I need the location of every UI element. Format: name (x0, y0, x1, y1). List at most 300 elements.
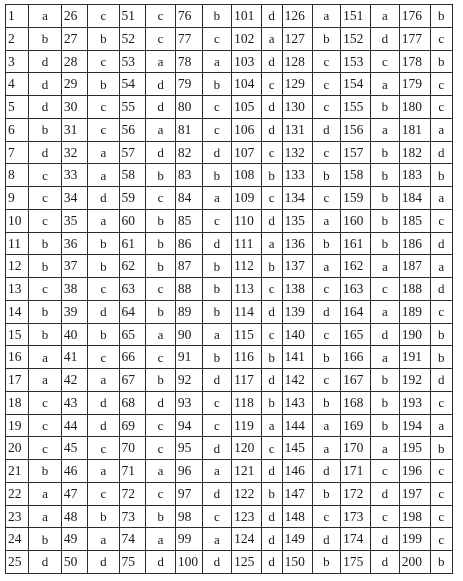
question-number-cell: 123 (232, 505, 262, 528)
question-number-cell: 32 (61, 141, 87, 164)
question-number-cell: 11 (6, 232, 29, 255)
question-number-cell: 74 (119, 528, 146, 551)
answer-cell: a (88, 164, 119, 187)
answer-cell: d (312, 528, 341, 551)
question-number-cell: 97 (175, 482, 202, 505)
answer-cell: b (202, 346, 232, 369)
question-number-cell: 173 (341, 505, 371, 528)
answer-cell: c (146, 278, 176, 301)
answer-cell: b (88, 232, 119, 255)
answer-cell: a (312, 5, 341, 28)
question-number-cell: 139 (282, 300, 312, 323)
answer-cell: c (146, 27, 176, 50)
question-number-cell: 67 (119, 369, 146, 392)
question-number-cell: 102 (232, 27, 262, 50)
question-number-cell: 115 (232, 323, 262, 346)
answer-cell: b (430, 323, 452, 346)
answer-cell: b (146, 232, 176, 255)
answer-cell: a (202, 50, 232, 73)
question-number-cell: 128 (282, 50, 312, 73)
answer-cell: d (29, 50, 62, 73)
question-number-cell: 81 (175, 118, 202, 141)
question-number-cell: 2 (6, 27, 29, 50)
question-number-cell: 187 (399, 255, 430, 278)
answer-cell: c (371, 460, 400, 483)
answer-cell: b (261, 391, 282, 414)
answer-cell: d (29, 96, 62, 119)
answer-cell: d (261, 5, 282, 28)
question-number-cell: 89 (175, 300, 202, 323)
question-number-cell: 134 (282, 187, 312, 210)
table-row (6, 414, 453, 437)
question-number-cell: 164 (341, 300, 371, 323)
question-number-cell: 191 (399, 346, 430, 369)
question-number-cell: 10 (6, 209, 29, 232)
question-number-cell: 165 (341, 323, 371, 346)
question-number-cell: 113 (232, 278, 262, 301)
question-number-cell: 189 (399, 300, 430, 323)
answer-cell: a (430, 255, 452, 278)
answer-cell: d (146, 551, 176, 574)
answer-cell: c (430, 27, 452, 50)
answer-cell: a (88, 528, 119, 551)
answer-cell: b (312, 482, 341, 505)
question-number-cell: 148 (282, 505, 312, 528)
answer-cell: b (29, 118, 62, 141)
answer-cell: d (29, 551, 62, 574)
question-number-cell: 197 (399, 482, 430, 505)
question-number-cell: 179 (399, 73, 430, 96)
table-row (6, 300, 453, 323)
table-row (6, 164, 453, 187)
answer-cell: c (88, 50, 119, 73)
question-number-cell: 48 (61, 505, 87, 528)
question-number-cell: 200 (399, 551, 430, 574)
answer-cell: d (371, 528, 400, 551)
question-number-cell: 176 (399, 5, 430, 28)
answer-cell: b (430, 437, 452, 460)
answer-cell: d (202, 551, 232, 574)
question-number-cell: 19 (6, 414, 29, 437)
question-number-cell: 55 (119, 96, 146, 119)
answer-cell: c (29, 391, 62, 414)
table-row (6, 209, 453, 232)
question-number-cell: 50 (61, 551, 87, 574)
question-number-cell: 125 (232, 551, 262, 574)
answer-cell: b (88, 73, 119, 96)
answer-cell: b (371, 96, 400, 119)
answer-cell: c (261, 278, 282, 301)
answer-cell: b (312, 232, 341, 255)
answer-cell: a (261, 232, 282, 255)
answer-cell: d (146, 141, 176, 164)
question-number-cell: 178 (399, 50, 430, 73)
answer-cell: c (202, 27, 232, 50)
answer-cell: d (261, 460, 282, 483)
answer-cell: c (202, 209, 232, 232)
answer-cell: c (202, 391, 232, 414)
answer-cell: d (261, 369, 282, 392)
answer-cell: a (146, 460, 176, 483)
answer-cell: c (371, 505, 400, 528)
answer-cell: b (29, 323, 62, 346)
answer-cell: c (146, 414, 176, 437)
question-number-cell: 84 (175, 187, 202, 210)
question-number-cell: 109 (232, 187, 262, 210)
question-number-cell: 14 (6, 300, 29, 323)
question-number-cell: 31 (61, 118, 87, 141)
question-number-cell: 135 (282, 209, 312, 232)
answer-cell: b (202, 300, 232, 323)
answer-cell: c (146, 5, 176, 28)
question-number-cell: 114 (232, 300, 262, 323)
answer-cell: c (312, 73, 341, 96)
answer-cell: b (430, 50, 452, 73)
table-row (6, 27, 453, 50)
answer-cell: c (261, 437, 282, 460)
question-number-cell: 5 (6, 96, 29, 119)
question-number-cell: 196 (399, 460, 430, 483)
answer-cell: c (88, 278, 119, 301)
answer-cell: d (430, 141, 452, 164)
answer-cell: b (312, 27, 341, 50)
answer-cell: d (261, 209, 282, 232)
question-number-cell: 193 (399, 391, 430, 414)
answer-cell: b (312, 346, 341, 369)
question-number-cell: 180 (399, 96, 430, 119)
question-number-cell: 120 (232, 437, 262, 460)
question-number-cell: 161 (341, 232, 371, 255)
answer-cell: c (88, 482, 119, 505)
question-number-cell: 96 (175, 460, 202, 483)
answer-cell: c (371, 50, 400, 73)
answer-cell: c (430, 482, 452, 505)
question-number-cell: 159 (341, 187, 371, 210)
answer-cell: c (88, 346, 119, 369)
question-number-cell: 177 (399, 27, 430, 50)
question-number-cell: 30 (61, 96, 87, 119)
answer-cell: a (371, 5, 400, 28)
table-row (6, 346, 453, 369)
answer-cell: b (88, 255, 119, 278)
answer-cell: d (261, 50, 282, 73)
answer-cell: c (202, 414, 232, 437)
question-number-cell: 154 (341, 73, 371, 96)
answer-cell: b (371, 209, 400, 232)
answer-cell: d (371, 551, 400, 574)
answer-cell: c (29, 187, 62, 210)
question-number-cell: 190 (399, 323, 430, 346)
answer-cell: c (88, 437, 119, 460)
question-number-cell: 26 (61, 5, 87, 28)
question-number-cell: 38 (61, 278, 87, 301)
question-number-cell: 152 (341, 27, 371, 50)
answer-cell: d (371, 482, 400, 505)
question-number-cell: 22 (6, 482, 29, 505)
answer-key-table (5, 4, 453, 574)
question-number-cell: 79 (175, 73, 202, 96)
question-number-cell: 39 (61, 300, 87, 323)
question-number-cell: 6 (6, 118, 29, 141)
question-number-cell: 70 (119, 437, 146, 460)
answer-cell: a (202, 460, 232, 483)
answer-cell: c (312, 278, 341, 301)
answer-cell: b (202, 5, 232, 28)
question-number-cell: 75 (119, 551, 146, 574)
table-row (6, 118, 453, 141)
answer-cell: c (146, 346, 176, 369)
answer-cell: c (430, 73, 452, 96)
answer-cell: c (202, 118, 232, 141)
answer-cell: b (430, 5, 452, 28)
table-row (6, 255, 453, 278)
answer-cell: b (146, 369, 176, 392)
answer-cell: a (146, 323, 176, 346)
answer-cell: c (371, 278, 400, 301)
question-number-cell: 51 (119, 5, 146, 28)
table-row (6, 323, 453, 346)
question-number-cell: 170 (341, 437, 371, 460)
question-number-cell: 58 (119, 164, 146, 187)
answer-cell: d (312, 118, 341, 141)
question-number-cell: 59 (119, 187, 146, 210)
question-number-cell: 65 (119, 323, 146, 346)
question-number-cell: 41 (61, 346, 87, 369)
answer-cell: d (88, 187, 119, 210)
question-number-cell: 143 (282, 391, 312, 414)
answer-cell: d (29, 141, 62, 164)
answer-cell: b (29, 232, 62, 255)
question-number-cell: 86 (175, 232, 202, 255)
table-row (6, 278, 453, 301)
question-number-cell: 108 (232, 164, 262, 187)
question-number-cell: 18 (6, 391, 29, 414)
question-number-cell: 149 (282, 528, 312, 551)
question-number-cell: 171 (341, 460, 371, 483)
answer-cell: b (430, 551, 452, 574)
question-number-cell: 36 (61, 232, 87, 255)
answer-cell: b (371, 187, 400, 210)
answer-cell: d (202, 482, 232, 505)
answer-cell: b (202, 255, 232, 278)
question-number-cell: 16 (6, 346, 29, 369)
question-number-cell: 64 (119, 300, 146, 323)
question-number-cell: 116 (232, 346, 262, 369)
question-number-cell: 104 (232, 73, 262, 96)
answer-cell: b (430, 164, 452, 187)
answer-cell: c (29, 209, 62, 232)
answer-cell: b (29, 27, 62, 50)
question-number-cell: 25 (6, 551, 29, 574)
question-number-cell: 95 (175, 437, 202, 460)
answer-cell: a (202, 528, 232, 551)
question-number-cell: 20 (6, 437, 29, 460)
answer-cell: d (312, 460, 341, 483)
answer-cell: a (312, 437, 341, 460)
answer-cell: b (146, 255, 176, 278)
table-row (6, 73, 453, 96)
answer-cell: b (146, 505, 176, 528)
question-number-cell: 69 (119, 414, 146, 437)
question-number-cell: 8 (6, 164, 29, 187)
question-number-cell: 35 (61, 209, 87, 232)
answer-cell: c (88, 5, 119, 28)
answer-cell: c (430, 528, 452, 551)
question-number-cell: 157 (341, 141, 371, 164)
question-number-cell: 183 (399, 164, 430, 187)
answer-cell: d (146, 391, 176, 414)
question-number-cell: 145 (282, 437, 312, 460)
answer-cell: a (29, 5, 62, 28)
answer-cell: b (371, 232, 400, 255)
answer-cell: b (202, 73, 232, 96)
question-number-cell: 155 (341, 96, 371, 119)
question-number-cell: 194 (399, 414, 430, 437)
question-number-cell: 199 (399, 528, 430, 551)
answer-cell: d (312, 300, 341, 323)
answer-cell: c (146, 482, 176, 505)
answer-cell: c (261, 73, 282, 96)
question-number-cell: 3 (6, 50, 29, 73)
question-number-cell: 138 (282, 278, 312, 301)
answer-cell: d (88, 391, 119, 414)
question-number-cell: 182 (399, 141, 430, 164)
question-number-cell: 71 (119, 460, 146, 483)
answer-cell: b (88, 505, 119, 528)
question-number-cell: 130 (282, 96, 312, 119)
answer-cell: a (430, 118, 452, 141)
answer-cell: d (261, 528, 282, 551)
question-number-cell: 73 (119, 505, 146, 528)
question-number-cell: 99 (175, 528, 202, 551)
question-number-cell: 195 (399, 437, 430, 460)
answer-cell: d (261, 551, 282, 574)
answer-cell: a (371, 73, 400, 96)
answer-cell: a (88, 209, 119, 232)
question-number-cell: 13 (6, 278, 29, 301)
question-number-cell: 49 (61, 528, 87, 551)
answer-cell: b (261, 255, 282, 278)
answer-cell: a (430, 414, 452, 437)
answer-cell: b (261, 164, 282, 187)
question-number-cell: 147 (282, 482, 312, 505)
answer-cell: a (88, 369, 119, 392)
answer-cell: a (202, 323, 232, 346)
question-number-cell: 166 (341, 346, 371, 369)
question-number-cell: 57 (119, 141, 146, 164)
answer-cell: d (371, 323, 400, 346)
question-number-cell: 117 (232, 369, 262, 392)
table-row (6, 187, 453, 210)
question-number-cell: 185 (399, 209, 430, 232)
question-number-cell: 33 (61, 164, 87, 187)
question-number-cell: 42 (61, 369, 87, 392)
answer-cell: d (146, 96, 176, 119)
answer-cell: a (29, 369, 62, 392)
answer-cell: d (202, 369, 232, 392)
answer-cell: d (261, 300, 282, 323)
question-number-cell: 7 (6, 141, 29, 164)
answer-cell: c (430, 300, 452, 323)
question-number-cell: 111 (232, 232, 262, 255)
question-number-cell: 27 (61, 27, 87, 50)
answer-cell: d (261, 505, 282, 528)
question-number-cell: 46 (61, 460, 87, 483)
answer-cell: b (371, 391, 400, 414)
question-number-cell: 90 (175, 323, 202, 346)
answer-cell: b (261, 482, 282, 505)
table-row (6, 141, 453, 164)
question-number-cell: 80 (175, 96, 202, 119)
question-number-cell: 198 (399, 505, 430, 528)
answer-cell: d (202, 232, 232, 255)
answer-cell: c (430, 505, 452, 528)
answer-cell: a (261, 27, 282, 50)
answer-key-body (6, 5, 453, 574)
question-number-cell: 151 (341, 5, 371, 28)
answer-cell: b (29, 300, 62, 323)
question-number-cell: 146 (282, 460, 312, 483)
question-number-cell: 53 (119, 50, 146, 73)
question-number-cell: 72 (119, 482, 146, 505)
table-row (6, 437, 453, 460)
answer-cell: a (29, 482, 62, 505)
question-number-cell: 37 (61, 255, 87, 278)
question-number-cell: 21 (6, 460, 29, 483)
question-number-cell: 28 (61, 50, 87, 73)
question-number-cell: 156 (341, 118, 371, 141)
answer-cell: a (29, 505, 62, 528)
question-number-cell: 121 (232, 460, 262, 483)
answer-cell: a (371, 300, 400, 323)
answer-cell: c (29, 414, 62, 437)
answer-cell: a (430, 187, 452, 210)
answer-cell: d (146, 73, 176, 96)
question-number-cell: 167 (341, 369, 371, 392)
question-number-cell: 103 (232, 50, 262, 73)
question-number-cell: 188 (399, 278, 430, 301)
answer-cell: a (371, 437, 400, 460)
question-number-cell: 63 (119, 278, 146, 301)
answer-cell: d (430, 369, 452, 392)
table-row (6, 5, 453, 28)
question-number-cell: 112 (232, 255, 262, 278)
question-number-cell: 158 (341, 164, 371, 187)
answer-cell: c (312, 505, 341, 528)
question-number-cell: 106 (232, 118, 262, 141)
answer-cell: b (29, 528, 62, 551)
answer-cell: b (312, 164, 341, 187)
question-number-cell: 131 (282, 118, 312, 141)
question-number-cell: 87 (175, 255, 202, 278)
answer-cell: c (146, 187, 176, 210)
answer-cell: c (312, 323, 341, 346)
question-number-cell: 17 (6, 369, 29, 392)
question-number-cell: 168 (341, 391, 371, 414)
answer-cell: b (430, 346, 452, 369)
question-number-cell: 93 (175, 391, 202, 414)
table-row (6, 482, 453, 505)
answer-cell: c (202, 96, 232, 119)
question-number-cell: 66 (119, 346, 146, 369)
answer-cell: b (202, 164, 232, 187)
question-number-cell: 77 (175, 27, 202, 50)
question-number-cell: 34 (61, 187, 87, 210)
answer-cell: a (371, 346, 400, 369)
answer-cell: b (88, 27, 119, 50)
answer-cell: c (430, 460, 452, 483)
answer-cell: b (371, 414, 400, 437)
